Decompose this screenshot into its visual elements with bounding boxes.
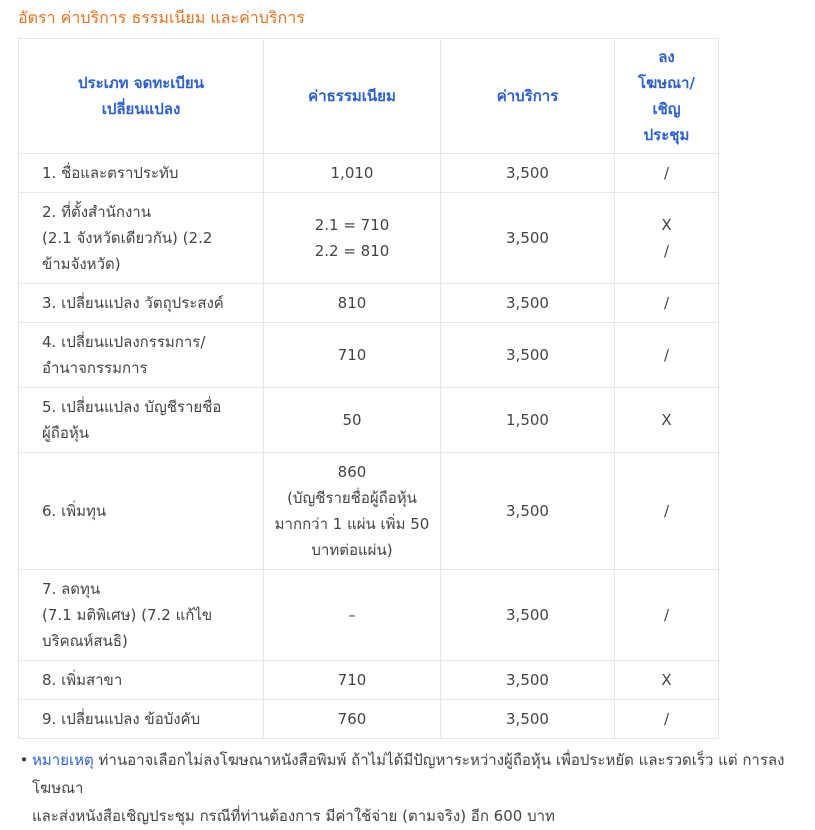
cell-advertise: / [615, 570, 719, 661]
cell-advertise: / [615, 284, 719, 323]
cell-fee: 710 [264, 323, 441, 388]
cell-fee: 2.1 = 710 2.2 = 810 [264, 193, 441, 284]
cell-service: 3,500 [441, 323, 615, 388]
cell-service: 3,500 [441, 661, 615, 700]
note-label: หมายเหตุ [32, 751, 94, 769]
cell-fee: 810 [264, 284, 441, 323]
cell-fee: 760 [264, 700, 441, 739]
cell-advertise: / [615, 323, 719, 388]
cell-service: 1,500 [441, 388, 615, 453]
cell-service: 3,500 [441, 193, 615, 284]
table-row [19, 700, 719, 739]
cell-advertise: X [615, 388, 719, 453]
cell-type: 3. เปลี่ยนแปลง วัตถุประสงค์ [19, 284, 264, 323]
cell-type: 9. เปลี่ยนแปลง ข้อบังคับ [19, 700, 264, 739]
cell-fee: 710 [264, 661, 441, 700]
table-row [19, 193, 719, 284]
page-heading: อัตรา ค่าบริการ ธรรมเนียม และค่าบริการ [18, 8, 305, 27]
cell-advertise: X [615, 661, 719, 700]
cell-fee: 860 (บัญชีรายชื่อผู้ถือหุ้น มากกว่า 1 แผ่น เพิ่ม 50 บาทต่อแผ่น) [264, 453, 441, 570]
header-advertise: ลง โฆษณา/ เชิญ ประชุม [615, 39, 719, 154]
cell-type: 4. เปลี่ยนแปลงกรรมการ/ อำนาจกรรมการ [19, 323, 264, 388]
table-row [19, 388, 719, 453]
cell-type: 5. เปลี่ยนแปลง บัญชีรายชื่อ ผู้ถือหุ้น [19, 388, 264, 453]
cell-service: 3,500 [441, 284, 615, 323]
table-row [19, 154, 719, 193]
cell-advertise: / [615, 700, 719, 739]
note-text [18, 746, 813, 830]
note-line-1: ท่านอาจเลือกไม่ลงโฆษณาหนังสือพิมพ์ ถ้าไม่ได้มีปัญหาระหว่างผู้ถือหุ้น เพื่อประหยัด และรวดเร็ว แต่ การลงโฆษณา [32, 751, 785, 797]
note-item [18, 746, 813, 830]
cell-service: 3,500 [441, 700, 615, 739]
cell-advertise: / [615, 453, 719, 570]
table-row [19, 661, 719, 700]
table-row [19, 570, 719, 661]
cell-fee: – [264, 570, 441, 661]
cell-type: 7. ลดทุน (7.1 มติพิเศษ) (7.2 แก้ไข บริคณห์สนธิ) [19, 570, 264, 661]
table-header-row [19, 39, 719, 154]
cell-fee: 1,010 [264, 154, 441, 193]
header-fee: ค่าธรรมเนียม [264, 39, 441, 154]
cell-advertise: X / [615, 193, 719, 284]
table-row [19, 453, 719, 570]
cell-type: 2. ที่ตั้งสำนักงาน (2.1 จังหวัดเดียวกัน) (2.2 ข้ามจังหวัด) [19, 193, 264, 284]
note-line-2: และส่งหนังสือเชิญประชุม กรณีที่ท่านต้องการ มีค่าใช้จ่าย (ตามจริง) อีก 600 บาท [32, 807, 555, 825]
cell-service: 3,500 [441, 453, 615, 570]
cell-type: 8. เพิ่มสาขา [19, 661, 264, 700]
header-service: ค่าบริการ [441, 39, 615, 154]
cell-fee: 50 [264, 388, 441, 453]
table-row [19, 323, 719, 388]
header-type: ประเภท จดทะเบียน เปลี่ยนแปลง [19, 39, 264, 154]
cell-type: 6. เพิ่มทุน [19, 453, 264, 570]
fee-table [18, 38, 719, 739]
cell-service: 3,500 [441, 570, 615, 661]
cell-advertise: / [615, 154, 719, 193]
bullet-icon: • [19, 751, 29, 769]
cell-service: 3,500 [441, 154, 615, 193]
table-row [19, 284, 719, 323]
cell-type: 1. ชื่อและตราประทับ [19, 154, 264, 193]
